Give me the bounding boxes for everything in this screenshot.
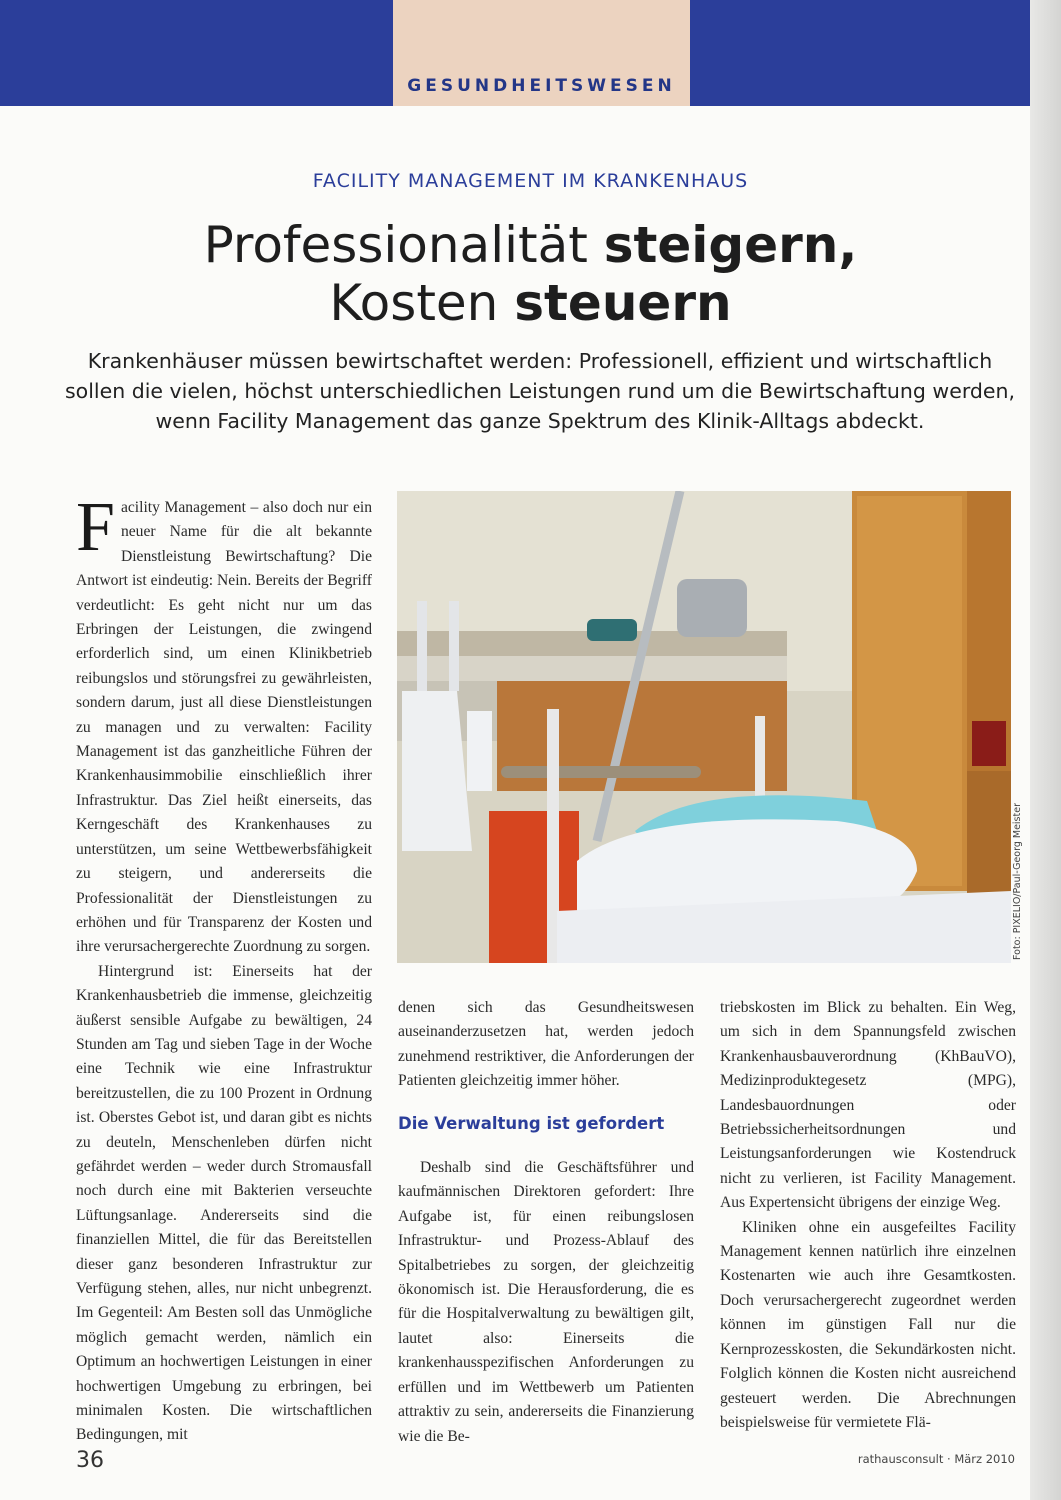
headline-line1-bold: steigern, [603, 216, 858, 274]
section-label: GESUNDHEITSWESEN [407, 76, 676, 96]
headline-line2-regular: Kosten [329, 274, 515, 332]
subheading: Die Verwaltung ist gefordert [398, 1113, 665, 1133]
paragraph: Hintergrund ist: Einerseits hat der Krankenhausbetrieb die immense, gleichzeitig äußerst sensible Aufgabe zu bewältigen, 24 Stunden am Tag und sieben Tage in der Woche eine Technik wie eine Infrastruktur bereitzustellen, die zu 100 Prozent in Ordnung ist. Oberstes Gebot ist, und daran gibt es nichts zu deuteln, Menschenleben dürfen nicht gefährdet werden – weder durch Stromausfall noch durch eine mit Bakterien verseuchte Lüftungsanlage. Andererseits sind die finanziellen Mittel, die für das Bereitstellen dieser ganz besonderen Infrastruktur zur Verfügung stehen, alles, nur nicht unbegrenzt. Im Gegenteil: Am Besten soll das Unmögliche möglich gemacht werden, nämlich ein Optimum an hochwertigen Leistungen in einer hochwertigen Umgebung zu erbringen, bei minimalen Kosten. Die wirtschaftlichen Bedingungen, mit [76, 962, 372, 1444]
hospital-room-illustration [397, 491, 1011, 963]
article-headline [0, 216, 1061, 332]
paragraph-text: acility Management – also doch nur ein neuer Name für die alt bekannte Dienstleistung Bewirtschaftung? Die Antwort ist eindeutig: Nein. Bereits der Begriff verdeutlicht: Es geht nicht nur um das Erbringen der Leistungen, die zwingend erforderlich sind, um einen Klinikbetrieb reibungslos und störungsfrei zu gewährleisten, sondern darum, just all diese Dienstleistungen zu managen und zu verwalten: Facility Management ist das ganzheitliche Führen der Krankenhausimmobilie einschließlich ihrer Infrastruktur. Das Ziel heißt einerseits, das Kerngeschäft des Krankenhauses zu unterstützen, um seine Wettbewerbsfähigkeit zu steigern, und andererseits die Professionalität der Dienstleistungen zu erhöhen und für Transparenz der Kosten und ihre verursachergerechte Zuordnung zu sorgen. [76, 499, 372, 956]
paragraph: Kliniken ohne ein ausgefeiltes Facility Management kennen natürlich ihre einzelnen Kostenarten wie auch ihre Gesamtkosten. Doch verursachergerecht zugeordnet werden können im günstigen Fall nur die Kernprozesskosten, die Sekundärkosten nicht. Folglich können die Kosten nicht ausreichend gesteuert werden. Die Abrechnungen beispielsweise für vermietete Flä- [720, 1218, 1016, 1431]
article-lead: Krankenhäuser müssen bewirtschaftet werden: Professionell, effizient und wirtschaftlich sollen die vielen, höchst unterschiedlichen Leistungen rund um die Bewirtschaftung werden, wenn Facility Management das ganze Spektrum des Klinik-Alltags abdeckt. [64, 349, 1016, 433]
photo-credit: Foto: PIXELIO/Paul-Georg Meister [1012, 803, 1023, 960]
drop-cap: F [76, 489, 115, 566]
paragraph: Deshalb sind die Geschäftsführer und kaufmännischen Direktoren gefordert: Ihre Aufgabe ist, für einen reibungslosen Infrastruktur- und Prozess-Ablauf des Spitalbetriebes zu sorgen, der gleichzeitig ökonomisch ist. Die Herausforderung, die es für die Hospitalverwaltung zu bewältigen gilt, lautet also: Einerseits die krankenhausspezifischen Anforderungen zu erfüllen und im Wettbewerb um Patienten attraktiv zu sein, andererseits die Finanzierung wie die Be- [398, 1159, 694, 1445]
paragraph: triebskosten im Blick zu behalten. Ein Weg, um sich in dem Spannungsfeld zwischen Krankenhausbauverordnung (KhBauVO), Medizinproduktegesetz (MPG), Landesbauordnungen oder Betriebssicherheitsordnungen und Leistungsanforderungen wie Kostendruck nicht zu verlieren, ist Facility Management. Aus Expertensicht übrigens der einzige Weg. [720, 999, 1016, 1212]
text-column-1 [76, 489, 372, 1448]
page-number: 36 [76, 1448, 104, 1473]
article-kicker: FACILITY MANAGEMENT IM KRANKENHAUS [312, 170, 749, 192]
header-band-left [0, 0, 393, 106]
headline-line1-regular: Professionalität [203, 216, 604, 274]
hospital-bed-photo [397, 491, 1011, 963]
header-band-right [690, 0, 1030, 106]
text-column-2 [398, 996, 694, 1449]
headline-line2-bold: steuern [514, 274, 732, 332]
paragraph: denen sich das Gesundheitswesen auseinanderzusetzen hat, werden jedoch zunehmend restriktiver, die Anforderungen der Patienten gleichzeitig immer höher. [398, 999, 694, 1090]
paragraph [76, 489, 372, 960]
publication-info: rathausconsult · März 2010 [857, 1452, 1015, 1466]
text-column-3 [720, 996, 1016, 1435]
